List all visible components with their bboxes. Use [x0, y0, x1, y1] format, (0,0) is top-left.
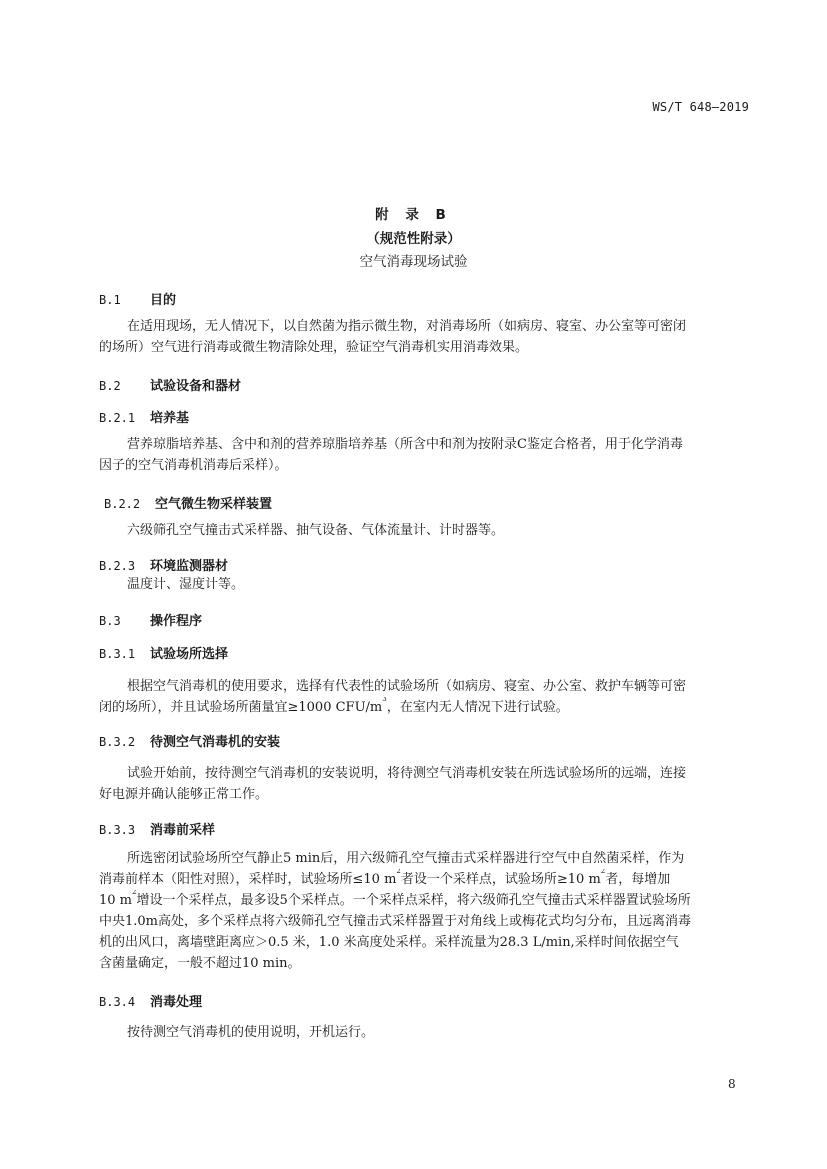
paragraph-b23	[99, 574, 739, 595]
section-title: 消毒处理	[150, 995, 203, 1010]
text-line: 好电源并确认能够正常工作。	[99, 787, 269, 802]
section-heading-b33	[99, 819, 215, 838]
superscript: 2	[600, 869, 606, 875]
section-number: B.3.3	[99, 823, 136, 837]
text-line: 温度计、湿度计等。	[127, 577, 245, 592]
text-line: 在适用现场，无人情况下，以自然菌为指示微生物，对消毒场所（如病房、寝室、办公室等可密闭	[127, 319, 687, 334]
text-line: 所选密闭试验场所空气静止5 min后，用六级筛孔空气撞击式采样器进行空气中自然菌采样，作为	[127, 851, 685, 866]
section-heading-b34	[99, 991, 202, 1010]
superscript: 2	[396, 869, 401, 875]
paragraph-b21	[99, 434, 739, 476]
superscript: 3	[382, 697, 387, 703]
paragraph-b31	[99, 676, 739, 718]
section-title: 环境监测器材	[150, 559, 229, 574]
section-number: B.2.1	[99, 411, 136, 425]
section-number: B.3.4	[99, 995, 136, 1009]
appendix-subtitle: （规范性附录）	[366, 231, 461, 247]
appendix-title: 附 录 B	[375, 207, 452, 223]
text-line: 根据空气消毒机的使用要求，选择有代表性的试验场所（如病房、寝室、办公室、救护车辆等可密	[127, 679, 687, 694]
superscript: 2	[132, 890, 137, 896]
page-number: 8	[728, 1077, 736, 1091]
section-number: B.3.2	[99, 735, 136, 749]
section-title: 培养基	[150, 411, 190, 426]
text-line: 含菌量确定，一般不超过10 min。	[99, 956, 301, 971]
text-line	[99, 869, 739, 890]
text-run: 者设一个采样点，试验场所≥10 m	[400, 872, 601, 887]
paragraph-b32	[99, 763, 739, 805]
text-line: 中央1.0m高处，多个采样点将六级筛孔空气撞击式采样器置于对角线上或梅花式均匀分布，且远离消毒	[99, 914, 692, 929]
section-title: 待测空气消毒机的安装	[150, 735, 281, 750]
section-heading-b21	[99, 407, 189, 426]
text-run: 者，每增加	[605, 872, 671, 887]
section-number: B.2.3	[99, 559, 136, 573]
section-heading-b32	[99, 731, 280, 750]
paragraph-b1	[99, 316, 739, 358]
section-title: 目的	[150, 293, 177, 308]
text-line	[99, 890, 739, 911]
standard-code: WS/T 648—2019	[652, 100, 749, 114]
text-run: 闭的场所），并且试验场所菌量宜≥1000 CFU/m	[99, 700, 383, 715]
appendix-name: 空气消毒现场试验	[359, 254, 468, 270]
section-number: B.3	[99, 614, 121, 628]
section-heading-b23	[99, 555, 228, 574]
section-heading-b31	[99, 643, 228, 662]
text-line: 的场所）空气进行消毒或微生物清除处理，验证空气消毒机实用消毒效果。	[99, 340, 529, 355]
section-heading-b2	[99, 375, 241, 394]
paragraph-b33	[99, 848, 739, 974]
text-line	[99, 697, 739, 718]
section-title: 消毒前采样	[150, 823, 216, 838]
text-line: 营养琼脂培养基、含中和剂的营养琼脂培养基（所含中和剂为按附录C鉴定合格者，用于化学消毒	[127, 437, 683, 452]
text-run: ，在室内无人情况下进行试验。	[386, 700, 569, 715]
section-number: B.2	[99, 379, 121, 393]
section-title: 操作程序	[150, 614, 203, 629]
text-line: 按待测空气消毒机的使用说明，开机运行。	[127, 1025, 375, 1040]
text-line: 试验开始前，按待测空气消毒机的安装说明，将待测空气消毒机安装在所选试验场所的远端，连接	[127, 766, 687, 781]
text-run: 10 m	[99, 893, 133, 908]
section-number: B.2.2	[104, 497, 141, 511]
section-heading-b1	[99, 289, 176, 308]
section-title: 试验设备和器材	[150, 379, 242, 394]
section-title: 试验场所选择	[150, 647, 229, 662]
text-run: 增设一个采样点，最多设5个采样点。一个采样点采样，将六级筛孔空气撞击式采样器置试验场所	[136, 893, 691, 908]
section-number: B.3.1	[99, 647, 136, 661]
section-title: 空气微生物采样装置	[155, 497, 273, 512]
paragraph-b34	[99, 1022, 739, 1043]
text-line: 机的出风口，离墙壁距离应＞0.5 米，1.0 米高度处采样。采样流量为28.3 L/min,采样时间依据空气	[99, 935, 679, 950]
text-run: 消毒前样本（阳性对照），采样时，试验场所≤10 m	[99, 872, 397, 887]
section-number: B.1	[99, 293, 121, 307]
section-heading-b22	[104, 493, 272, 512]
section-heading-b3	[99, 610, 202, 629]
text-line: 六级筛孔空气撞击式采样器、抽气设备、气体流量计、计时器等。	[127, 523, 505, 538]
paragraph-b22	[99, 520, 739, 541]
text-line: 因子的空气消毒机消毒后采样）。	[99, 458, 288, 473]
